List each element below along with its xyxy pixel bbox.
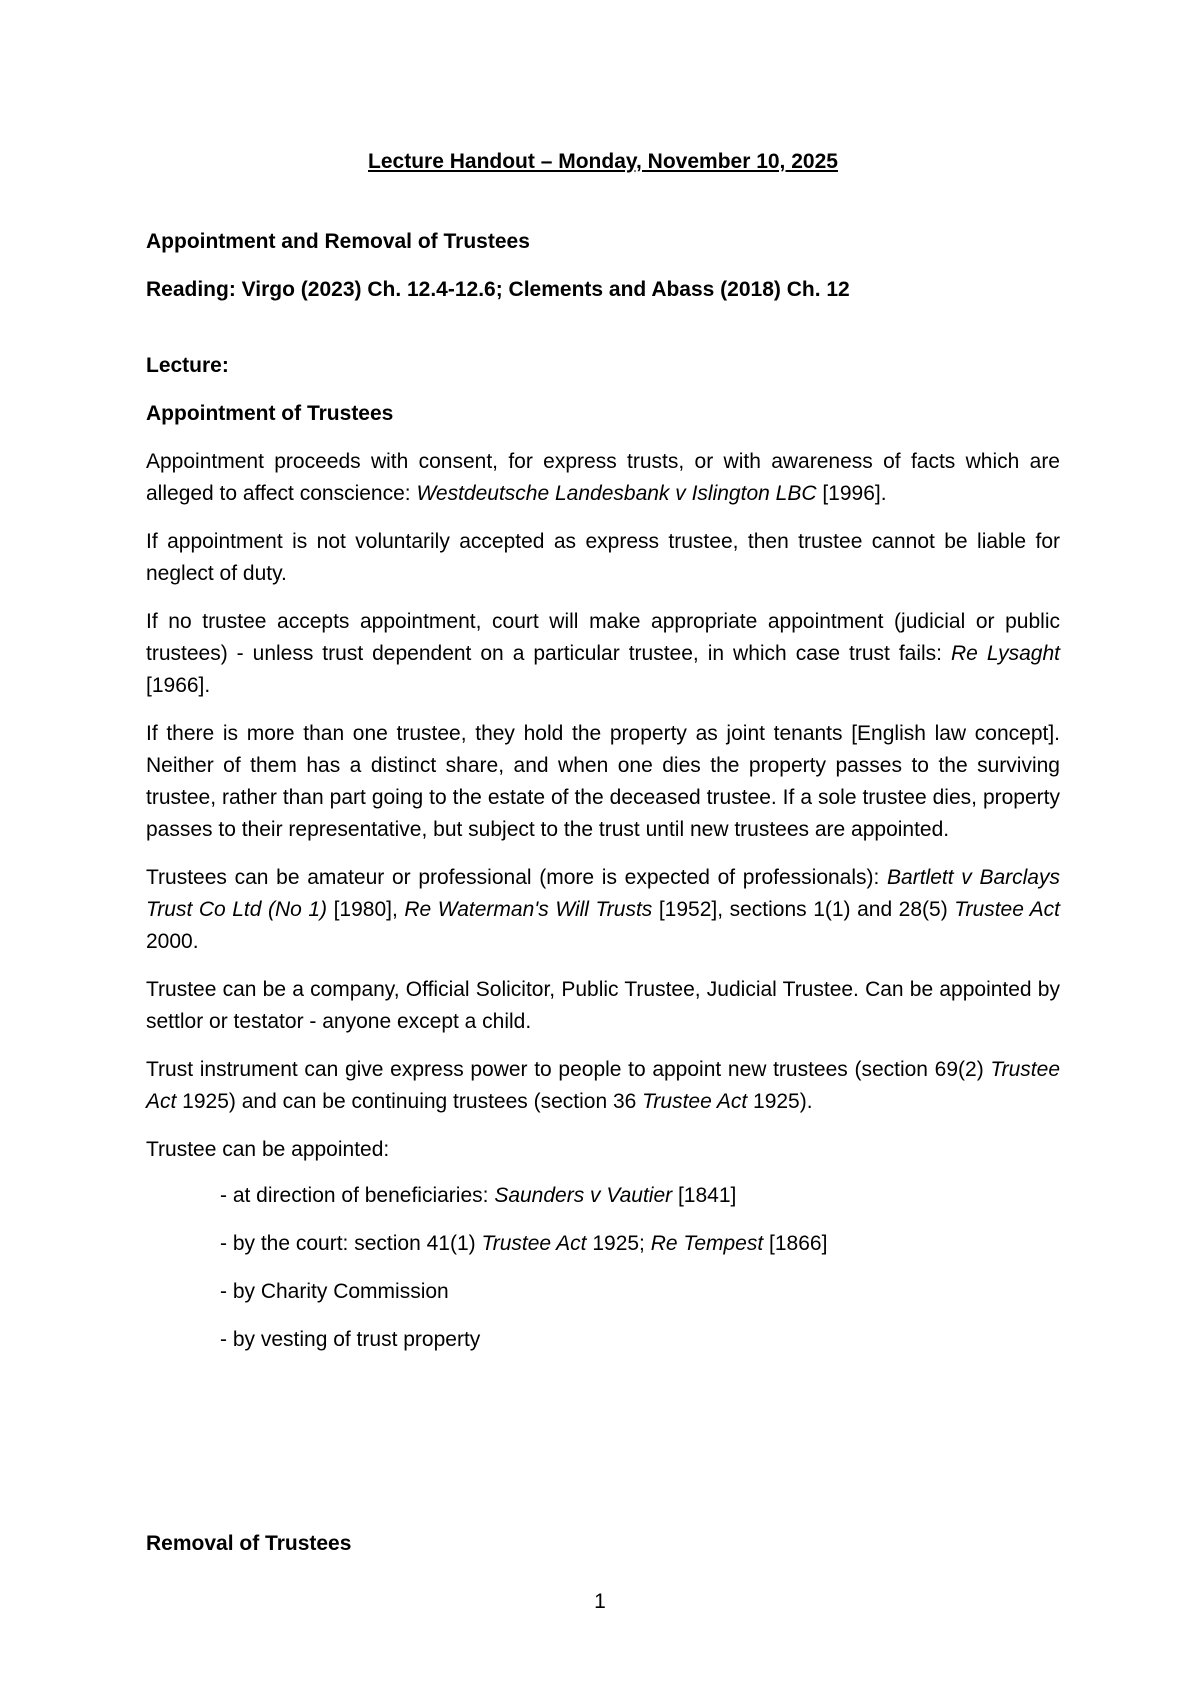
paragraph-no-trustee: If no trustee accepts appointment, court will make appropriate appointment (judicial or public trustees) - unless trust dependent on a particular trustee, in which case trust fails: Re Lysaght [1966]. [146, 610, 1060, 697]
paragraph-amateur-professional: Trustees can be amateur or professional (more is expected of professionals): Bartlett v Barclays Trust Co Ltd (No 1) [1980], Re Waterman's Will Trusts [1952], sections 1(1) and 28(5) Trustee Act 2000. [146, 866, 1061, 953]
paragraph-company: Trustee can be a company, Official Solicitor, Public Trustee, Judicial Trustee. Can be appointed by settlor or testator - anyone except a child. [146, 978, 1060, 1033]
case-citation: Saunders v Vautier [494, 1184, 673, 1207]
lecture-label: Lecture: [146, 354, 229, 377]
statute-citation: Trustee Act [481, 1232, 587, 1255]
case-citation: Re Tempest [650, 1232, 764, 1255]
section-heading-removal: Removal of Trustees [146, 1532, 352, 1555]
case-citation: Bartlett v Barclays Trust Co Ltd (No 1) [146, 866, 1060, 921]
statute-citation: Trustee Act [146, 1058, 1060, 1113]
page-number: 1 [594, 1590, 606, 1613]
case-citation: Westdeutsche Landesbank v Islington LBC [416, 482, 817, 505]
document-body [146, 146, 1060, 1372]
case-citation: Re Waterman's Will Trusts [404, 898, 653, 921]
statute-citation: Trustee Act [642, 1090, 748, 1113]
statute-citation: Trustee Act [954, 898, 1061, 921]
list-intro: Trustee can be appointed: [146, 1138, 390, 1161]
section-heading-appointment: Appointment of Trustees [146, 402, 394, 425]
paragraph-consent: Appointment proceeds with consent, for express trusts, or with awareness of facts which are alleged to affect conscience: Westdeutsche Landesbank v Islington LBC [1996]. [146, 450, 1060, 505]
paragraph-voluntary: If appointment is not voluntarily accepted as express trustee, then trustee cannot be liable for neglect of duty. [146, 530, 1060, 585]
page-title: Lecture Handout – Monday, November 10, 2025 [368, 150, 838, 173]
topic-heading: Appointment and Removal of Trustees [146, 230, 530, 253]
case-citation: Re Lysaght [951, 642, 1060, 665]
list-item: - by Charity Commission [220, 1280, 449, 1303]
paragraph-joint-tenants: If there is more than one trustee, they hold the property as joint tenants [English law concept]. Neither of them has a distinct share, and when one dies the property passes to the surviving trustee, rather than part going to the estate of the deceased trustee. If a sole trustee dies, property passes to their representative, but subject to the trust until new trustees are appointed. [146, 722, 1060, 841]
paragraph-trust-instrument: Trust instrument can give express power to people to appoint new trustees (section 69(2) Trustee Act 1925) and can be continuing trustees (section 36 Trustee Act 1925). [146, 1058, 1060, 1113]
list-item: - by the court: section 41(1) Trustee Act 1925; Re Tempest [1866] [220, 1232, 828, 1255]
reading-line: Reading: Virgo (2023) Ch. 12.4-12.6; Clements and Abass (2018) Ch. 12 [146, 278, 850, 301]
list-item: - at direction of beneficiaries: Saunders v Vautier [1841] [220, 1184, 737, 1207]
list-item: - by vesting of trust property [220, 1328, 481, 1351]
